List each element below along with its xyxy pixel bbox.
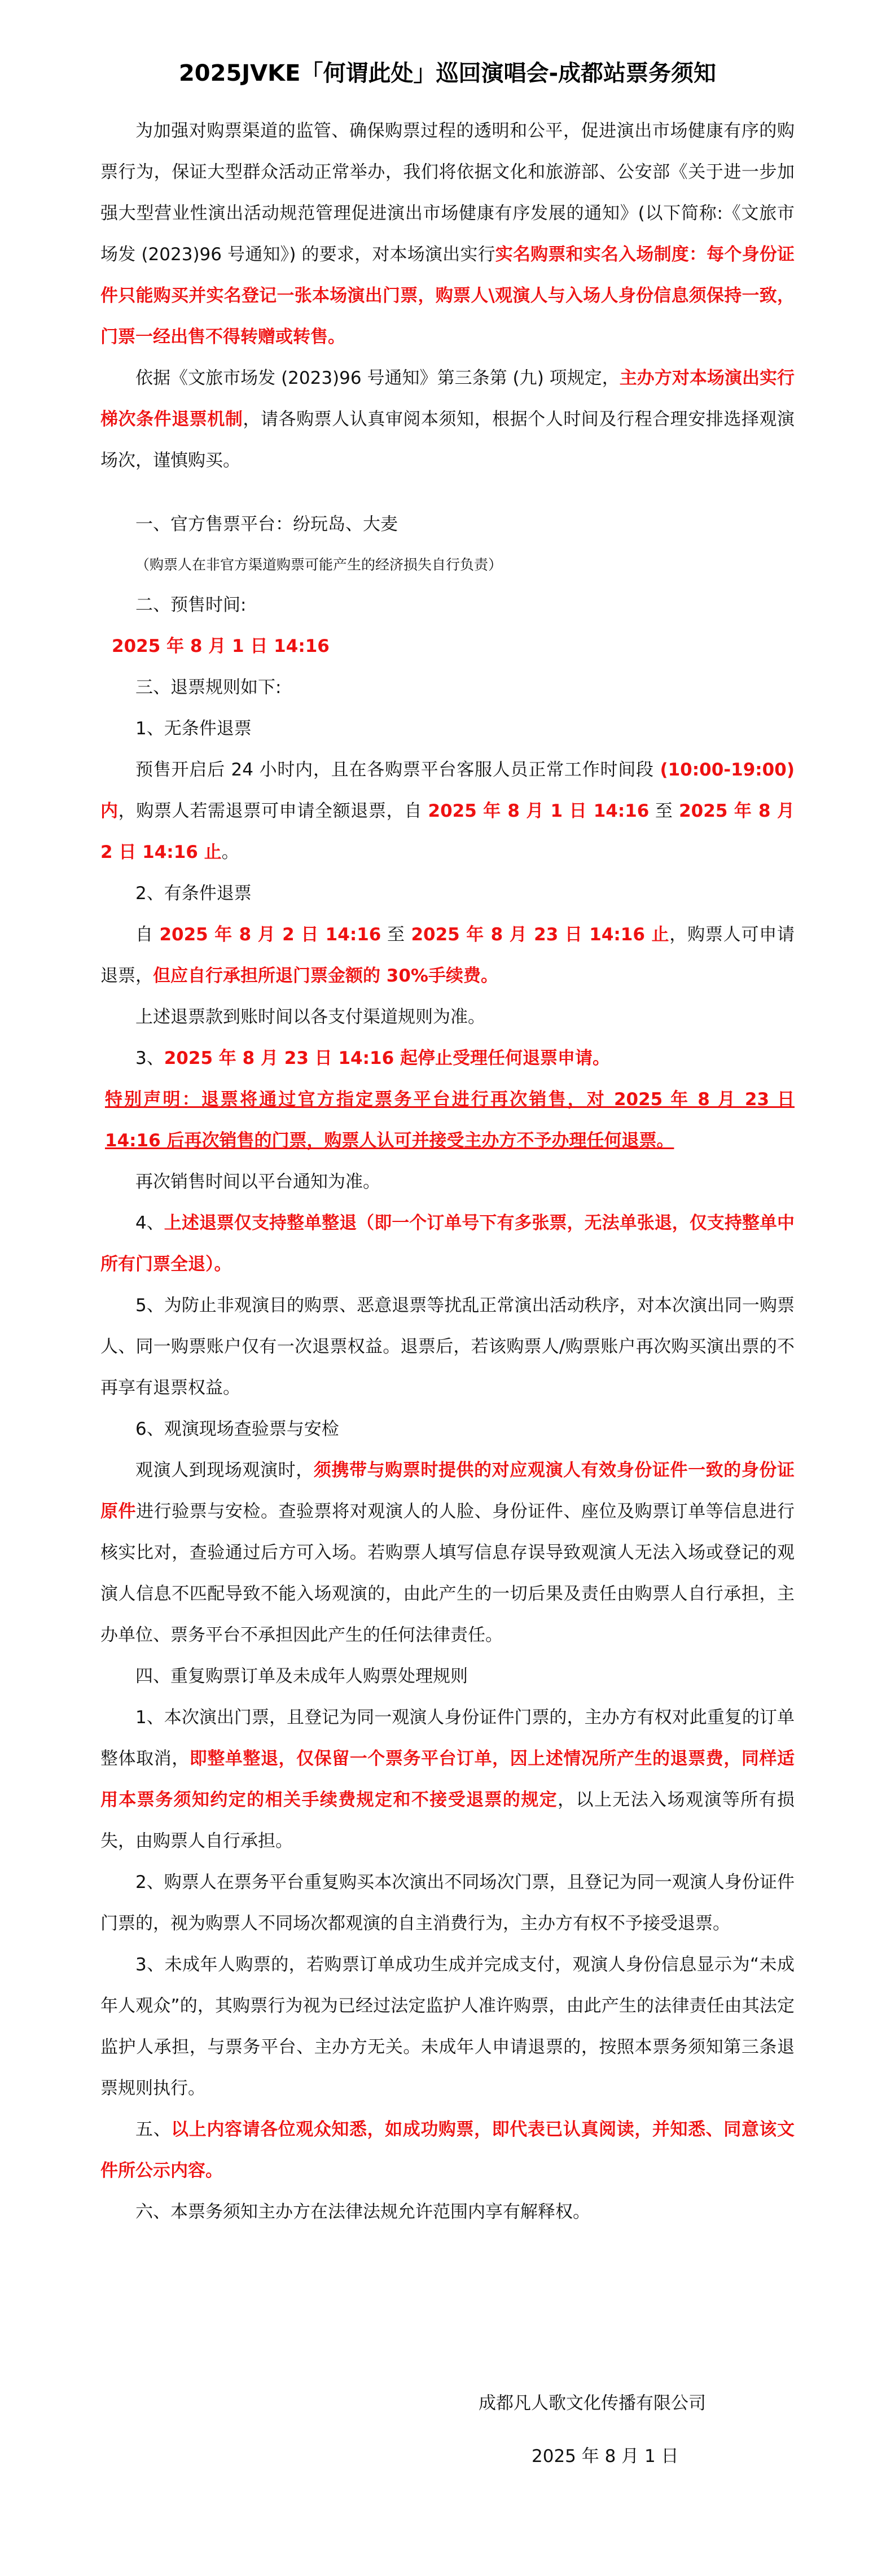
section-5 [100,2109,795,2192]
rule-1-text: 至 [649,801,679,821]
section-4-item-2: 2、购票人在票务平台重复购买本次演出不同场次门票，且登记为同一观演人身份证件门票的，视为购票人不同场次都观演的自主消费行为，主办方有权不予接受退票。 [100,1872,795,1934]
resale-note: 再次销售时间以平台通知为准。 [135,1172,380,1192]
acknowledgement-notice: 以上内容请各位观众知悉，如成功购票，即代表已认真阅读，并知悉、同意该文件所公示内容。 [100,2119,795,2181]
presale-time-value: 2025 年 8 月 1 日 14:16 [112,636,330,656]
section-1-heading: 一、官方售票平台：纷玩岛、大麦 [135,514,398,535]
rule-6-body [100,1450,795,1656]
section-4-item-3: 3、未成年人购票的，若购票订单成功生成并完成支付，观演人身份信息显示为“未成年人观众”的，其购票行为视为已经过法定监护人准许购票，由此产生的法律责任由其法定监护人承担，与票务平台、主办方无关。未成年人申请退票的，按照本票务须知第三条退票规则执行。 [100,1955,795,2099]
rule-6-text: 进行验票与安检。查验票将对观演人的人脸、身份证件、座位及购票订单等信息进行核实比对，查验通过后方可入场。若购票人填写信息存误导致观演人无法入场或登记的观演人信息不匹配导致不能入场观演的，由此产生的一切后果及责任由购票人自行承担，主办单位、票务平台不承担因此产生的任何法律责任。 [100,1501,795,1645]
rule-4 [100,1203,795,1285]
refund-stop-notice: 2025 年 8 月 23 日 14:16 起停止受理任何退票申请。 [164,1048,610,1068]
refund-arrival-note: 上述退票款到账时间以各支付渠道规则为准。 [135,1007,485,1027]
signature-company: 成都凡人歌文化传播有限公司 [479,2393,706,2413]
rule-1-text: 。 [221,842,239,862]
intro-text: ，请各购票人认真审阅本须知，根据个人时间及行程合理安排选择观演场次，谨慎购买。 [100,409,795,471]
rule-2-title: 2、有条件退票 [135,883,252,904]
intro-text: 为加强对购票渠道的监管、确保购票过程的透明和公平，促进演出市场健康有序的购票行为，保证大型群众活动正常举办，我们将依据文化和旅游部、公安部《关于进一步加强大型营业性演出活动规范管理促进演出市场健康有序发展的通知》(以下简称:《文旅市场发 (2023)96 号通知》) 的要求，对本场演出实行 [100,121,795,265]
rule-2-end: 2025 年 8 月 23 日 14:16 止 [411,925,670,945]
rule-3-number: 3、 [135,1048,164,1068]
rule-3 [100,1038,795,1079]
section-6: 六、本票务须知主办方在法律法规允许范围内享有解释权。 [135,2202,590,2222]
rule-5: 5、为防止非观演目的购票、恶意退票等扰乱正常演出活动秩序，对本次演出同一购票人、同一购票账户仅有一次退票权益。退票后，若该购票人/购票账户再次购买演出票的不再享有退票权益。 [100,1295,795,1398]
rule-1-start: 2025 年 8 月 1 日 14:16 [428,801,650,821]
intro-text: 依据《文旅市场发 (2023)96 号通知》第三条第 (九) 项规定， [135,368,620,388]
rule-4-number: 4、 [135,1213,164,1233]
rule-2-text: 至 [381,925,411,945]
handling-fee: 但应自行承担所退门票金额的 30%手续费。 [153,966,498,986]
signature-date: 2025 年 8 月 1 日 [532,2446,679,2467]
intro-paragraph-1 [100,111,795,358]
rule-6-title: 6、观演现场查验票与安检 [135,1419,339,1439]
rule-1-end: 2025 年 8 月 2 日 14:16 止 [100,801,795,862]
section-1-note: （购票人在非官方渠道购票可能产生的经济损失自行负责） [135,557,503,573]
real-name-policy: 实名购票和实名入场制度：每个身份证件只能购买并实名登记一张本场演出门票，购票人\观演人与入场人身份信息须保持一致，门票一经出售不得转赠或转售。 [100,244,795,347]
item-1-text: 1、本次演出门票，且登记为同一观演人身份证件门票的，主办方有权对此重复的订单整体取消， [100,1707,795,1769]
duplicate-order-policy: 即整单整退，仅保留一个票务平台订单，因上述情况所产生的退票费，同样适用本票务须知约定的相关手续费规定和不接受退票的规定 [100,1749,795,1810]
service-hours: (10:00-19:00) 内 [100,760,795,821]
section-4-heading: 四、重复购票订单及未成年人购票处理规则 [135,1666,468,1686]
special-statement-text: 特别声明：退票将通过官方指定票务平台进行再次销售，对 2025 年 8 月 23 日 14:16 后再次销售的门票，购票人认可并接受主办方不予办理任何退票。 [105,1089,795,1151]
section-5-number: 五、 [135,2119,172,2140]
rule-2-start: 2025 年 8 月 2 日 14:16 [159,925,381,945]
presale-time [100,626,795,667]
rule-2-text: 自 [135,925,160,945]
rule-1-body [100,750,795,873]
item-1-text: ，以上无法入场观演等所有损失，由购票人自行承担。 [100,1790,795,1851]
section-4-item-1 [100,1697,795,1862]
rule-6-text: 观演人到现场观演时， [135,1460,314,1480]
special-statement [100,1079,795,1162]
whole-order-refund: 上述退票仅支持整单整退（即一个订单号下有多张票，无法单张退，仅支持整单中所有门票全退）。 [100,1213,795,1274]
rule-2-text: ，购票人可申请退票， [100,925,795,986]
rule-1-title: 1、无条件退票 [135,719,252,739]
refund-mechanism: 主办方对本场演出实行梯次条件退票机制 [100,368,795,430]
section-3-heading: 三、退票规则如下: [135,677,282,698]
page-title: 2025JVKE「何谓此处」巡回演唱会-成都站票务须知 [178,60,717,86]
intro-paragraph-2 [100,358,795,481]
rule-2-body [100,914,795,997]
rule-1-text: 预售开启后 24 小时内，且在各购票平台客服人员正常工作时间段 [135,760,660,780]
rule-1-text: ，购票人若需退票可申请全额退票，自 [118,801,428,821]
section-2-heading: 二、预售时间: [135,595,247,615]
id-requirement: 须携带与购票时提供的对应观演人有效身份证件一致的身份证原件 [100,1460,795,1522]
